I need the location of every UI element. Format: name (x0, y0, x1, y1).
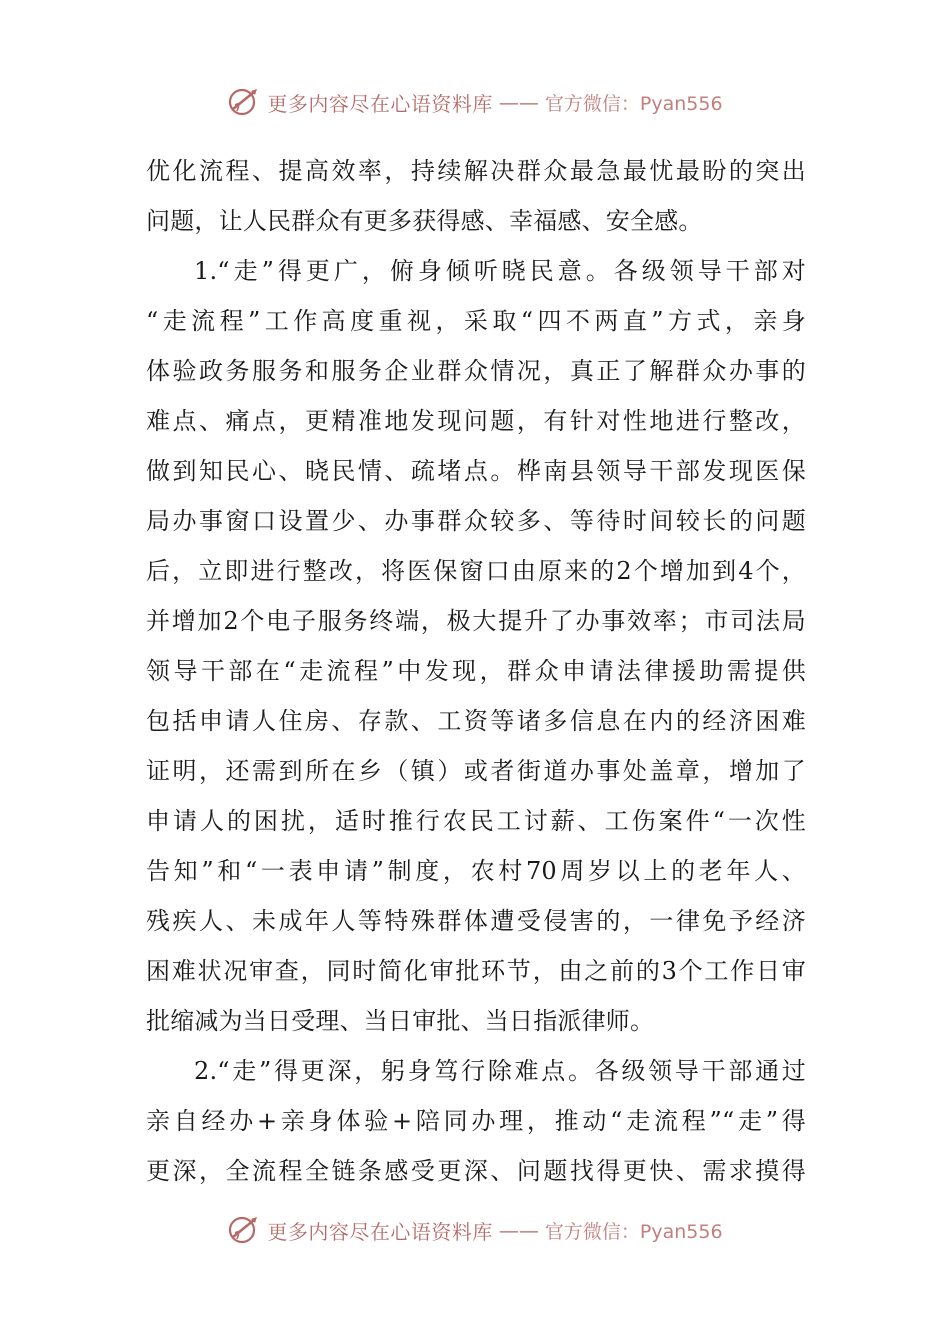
banner-title: 更多内容尽在心语资料库 (267, 91, 493, 116)
banner-wechat: 官方微信：Pyan556 (544, 92, 723, 115)
text-line: 并增加2个电子服务终端，极大提升了办事效率；市司法局 (146, 607, 806, 635)
section-heading-line: 2.“走”得更深，躬身笃行除难点。各级领导干部通过 (194, 1057, 806, 1085)
text-line: 包括申请人住房、存款、工资等诸多信息在内的经济困难 (146, 707, 806, 735)
text-line: 批缩减为当日受理、当日审批、当日指派律师。 (146, 1007, 655, 1035)
text-line: 困难状况审查，同时简化审批环节，由之前的3个工作日审 (146, 957, 806, 985)
section-heading-line: 1.“走”得更广，俯身倾听晓民意。各级领导干部对 (194, 257, 806, 285)
text-line: 难点、痛点，更精准地发现问题，有针对性地进行整改， (146, 407, 806, 435)
pen-logo-icon (227, 85, 261, 119)
document-body (146, 146, 806, 1196)
text-line: 亲自经办+亲身体验+陪同办理，推动“走流程”“走”得 (146, 1107, 806, 1135)
text-line: 告知”和“一表申请”制度，农村70周岁以上的老年人、 (146, 857, 806, 885)
text-line: “走流程”工作高度重视，采取“四不两直”方式，亲身 (146, 307, 806, 335)
text-line: 残疾人、未成年人等特殊群体遭受侵害的，一律免予经济 (146, 907, 806, 935)
text-line: 申请人的困扰，适时推行农民工讨薪、工伤案件“一次性 (146, 807, 806, 835)
banner-separator: —— (498, 90, 539, 114)
text-line: 问题，让人民群众有更多获得感、幸福感、安全感。 (146, 207, 703, 235)
text-line: 领导干部在“走流程”中发现，群众申请法律援助需提供 (146, 657, 806, 685)
footer-banner (0, 1210, 950, 1250)
text-line: 证明，还需到所在乡（镇）或者街道办事处盖章，增加了 (146, 757, 806, 785)
text-line: 更深，全流程全链条感受更深、问题找得更快、需求摸得 (146, 1157, 806, 1185)
banner-title: 更多内容尽在心语资料库 (267, 1219, 493, 1244)
text-line: 做到知民心、晓民情、疏堵点。桦南县领导干部发现医保 (146, 457, 806, 485)
text-line: 后，立即进行整改，将医保窗口由原来的2个增加到4个， (146, 557, 806, 585)
text-line: 局办事窗口设置少、办事群众较多、等待时间较长的问题 (146, 507, 806, 535)
banner-separator: —— (498, 1218, 539, 1242)
text-line: 优化流程、提高效率，持续解决群众最急最忧最盼的突出 (146, 157, 806, 185)
text-line: 体验政务服务和服务企业群众情况，真正了解群众办事的 (146, 357, 806, 385)
pen-logo-icon (227, 1213, 261, 1247)
header-banner (0, 82, 950, 122)
banner-wechat: 官方微信：Pyan556 (544, 1220, 723, 1243)
